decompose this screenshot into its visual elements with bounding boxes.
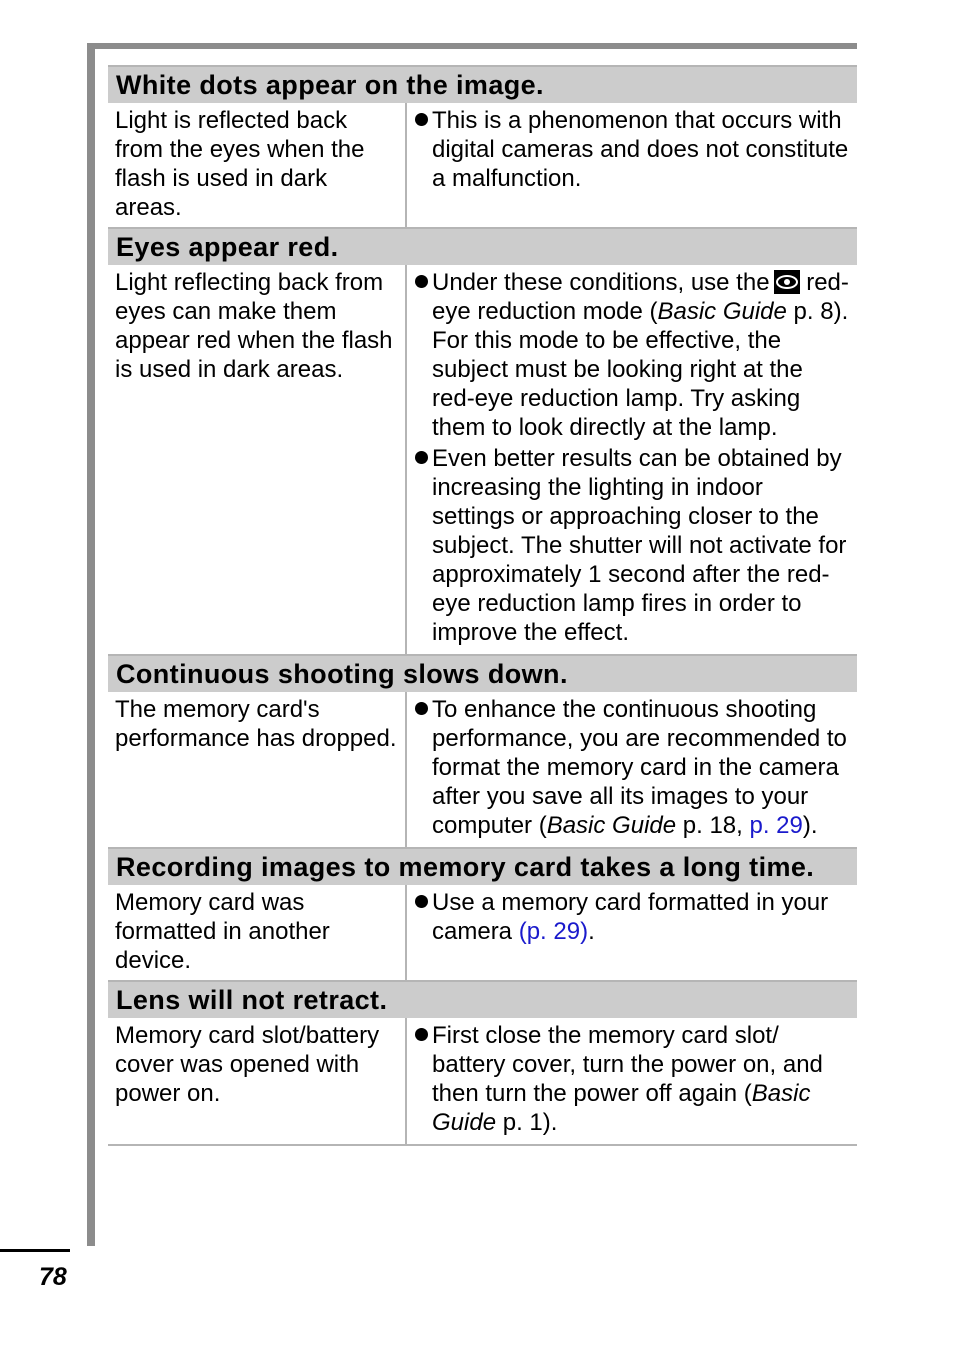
remedy-text: To enhance the continuous shooting performance, you are recommended to format the memory card in the camera after you save all its images to your computer (	[432, 696, 847, 839]
remedy-text: This is a phenomenon that occurs with digital cameras and does not constitute a malfunction.	[432, 107, 849, 192]
table-bottom-rule	[108, 1144, 857, 1146]
remedy-cell	[407, 1018, 857, 1144]
section-title: White dots appear on the image.	[108, 65, 857, 103]
remedy-text: Under these conditions, use the	[432, 269, 770, 296]
section-title: Recording images to memory card takes a long time.	[108, 847, 857, 885]
section-row	[108, 265, 857, 654]
remedy-text: .	[588, 918, 595, 945]
section-row	[108, 1018, 857, 1144]
section-white-dots	[108, 65, 857, 227]
bullet-icon	[415, 113, 428, 126]
bullet-icon	[415, 895, 428, 908]
remedy-cell	[407, 103, 857, 227]
cause-text: Memory card was formatted in another device.	[108, 885, 407, 980]
remedy-cell	[407, 692, 857, 847]
section-title: Lens will not retract.	[108, 980, 857, 1018]
remedy-item	[415, 888, 849, 946]
page-number-rule	[0, 1249, 70, 1252]
section-recording-slow	[108, 847, 857, 980]
remedy-text: p. 18,	[676, 812, 750, 839]
section-title: Eyes appear red.	[108, 227, 857, 265]
page-frame-top	[87, 43, 857, 49]
page-link[interactable]: p. 29	[749, 812, 803, 839]
remedy-text: First close the memory card slot/ battery cover, turn the power on, and then turn the power off again (	[432, 1022, 823, 1107]
remedy-item	[415, 444, 849, 647]
bullet-icon	[415, 275, 428, 288]
section-row	[108, 692, 857, 847]
section-continuous-shooting	[108, 654, 857, 847]
remedy-cell	[407, 885, 857, 980]
bullet-icon	[415, 451, 428, 464]
remedy-text: Use a memory card formatted in your camera	[432, 889, 829, 945]
section-lens-retract	[108, 980, 857, 1144]
guide-reference: Basic Guide	[546, 812, 677, 839]
cause-text: Memory card slot/battery cover was opened with power on.	[108, 1018, 407, 1144]
remedy-cell	[407, 265, 857, 654]
remedy-item	[415, 695, 849, 840]
guide-reference: Basic Guide	[432, 1080, 811, 1136]
page-link[interactable]: (p. 29)	[518, 918, 589, 945]
remedy-item	[415, 106, 849, 193]
section-red-eyes	[108, 227, 857, 654]
section-row	[108, 885, 857, 980]
section-title: Continuous shooting slows down.	[108, 654, 857, 692]
page-number: 78	[39, 1263, 67, 1291]
page-frame-left	[87, 43, 95, 1246]
remedy-text: p. 1).	[496, 1109, 558, 1136]
cause-text: Light is reflected back from the eyes when the flash is used in dark areas.	[108, 103, 407, 227]
bullet-icon	[415, 1028, 428, 1041]
red-eye-reduction-icon	[774, 270, 800, 294]
remedy-text: p. 8). For this mode to be effective, the subject must be looking right at the red-eye reduction lamp. Try asking them to look directly at the lamp.	[432, 298, 849, 441]
cause-text: The memory card's performance has dropped.	[108, 692, 407, 847]
remedy-text: ).	[802, 812, 818, 839]
bullet-icon	[415, 702, 428, 715]
remedy-item	[415, 1021, 849, 1137]
guide-reference: Basic Guide	[657, 298, 787, 325]
cause-text: Light reflecting back from eyes can make them appear red when the flash is used in dark areas.	[108, 265, 407, 654]
section-row	[108, 103, 857, 227]
troubleshooting-table	[108, 65, 857, 1146]
remedy-text: Even better results can be obtained by increasing the lighting in indoor settings or approaching closer to the subject. The shutter will not activate for approximately 1 second after the red-eye reduction lamp fires in order to improve the effect.	[432, 445, 847, 646]
remedy-text: red-eye reduction mode (	[432, 269, 849, 325]
remedy-item	[415, 268, 849, 442]
